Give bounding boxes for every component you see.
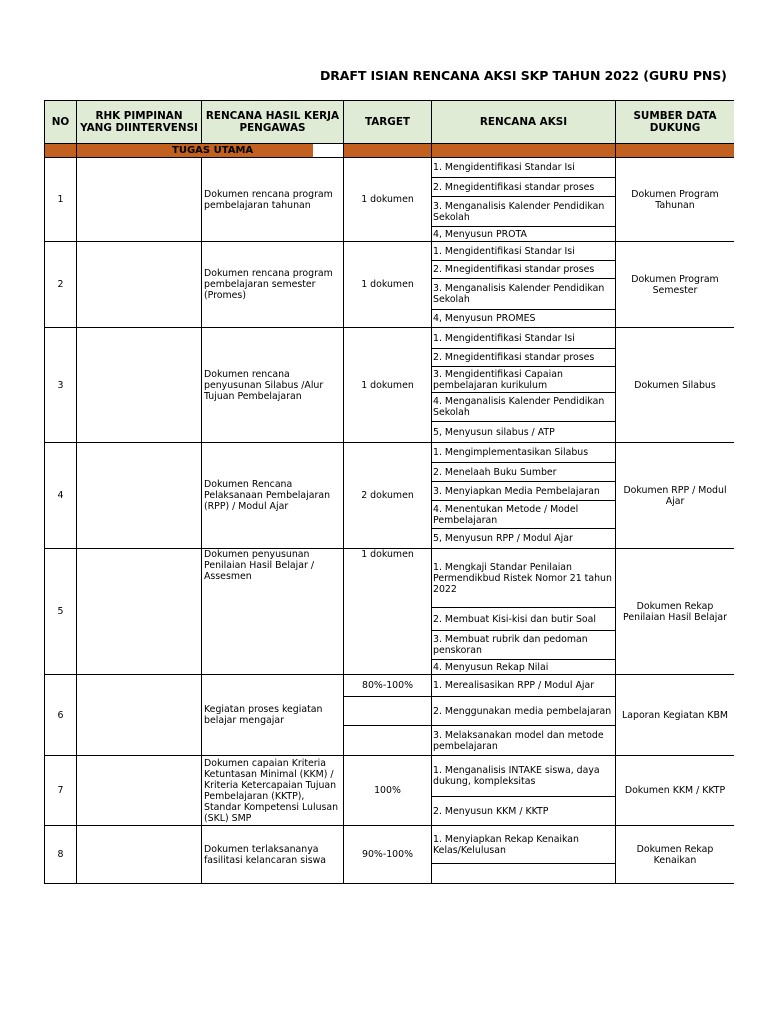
table-row — [45, 826, 735, 864]
rencana-aksi-item: 1. Menyiapkan Rekap Kenaikan Kelas/Kelulusan — [432, 826, 616, 864]
rencana-aksi-item: 1. Mengkaji Standar Penilaian Permendikbud Ristek Nomor 21 tahun 2022 — [432, 549, 616, 608]
target: 2 dokumen — [344, 443, 432, 549]
header-rencana-aksi: RENCANA AKSI — [432, 101, 616, 144]
rencana-aksi-table — [44, 100, 734, 884]
table-row — [45, 756, 735, 797]
rhk-pimpinan-cell — [77, 328, 202, 443]
target-empty — [344, 726, 432, 756]
sumber-data: Dokumen Silabus — [616, 328, 735, 443]
rhk-pimpinan-cell — [77, 826, 202, 884]
rencana-aksi-item: 3. Menganalisis Kalender Pendidikan Sekolah — [432, 279, 616, 310]
target: 90%-100% — [344, 826, 432, 884]
target: 1 dokumen — [344, 242, 432, 328]
header-sumber-data: SUMBER DATA DUKUNG — [616, 101, 735, 144]
section-cell — [45, 144, 77, 158]
rencana-aksi-item: 2. Mnegidentifikasi standar proses — [432, 261, 616, 279]
rencana-aksi-item: 2. Menyusun KKM / KKTP — [432, 797, 616, 826]
table-viewport — [44, 100, 734, 956]
sumber-data: Dokumen Program Semester — [616, 242, 735, 328]
rencana-aksi-item: 3. Menganalisis Kalender Pendidikan Sekolah — [432, 197, 616, 227]
section-label: TUGAS UTAMA — [172, 144, 314, 158]
row-no: 5 — [45, 549, 77, 675]
header-rencana-hasil-kerja: RENCANA HASIL KERJA PENGAWAS — [202, 101, 344, 144]
rencana-aksi-item: 3. Menyiapkan Media Pembelajaran — [432, 482, 616, 501]
target-empty — [344, 697, 432, 726]
rhk-pimpinan-cell — [77, 443, 202, 549]
rencana-aksi-item: 1. Mengidentifikasi Standar Isi — [432, 158, 616, 178]
section-cell — [432, 144, 616, 158]
rencana-aksi-item: 4. Menyusun Rekap Nilai — [432, 660, 616, 675]
header-no: NO — [45, 101, 77, 144]
rencana-aksi-item: 4. Menentukan Metode / Model Pembelajaran — [432, 501, 616, 529]
table-row — [45, 675, 735, 697]
rencana-hasil-kerja: Dokumen terlaksananya fasilitasi kelancaran siswa — [202, 826, 344, 884]
rencana-hasil-kerja: Dokumen rencana program pembelajaran semester (Promes) — [202, 242, 344, 328]
header-row — [45, 101, 735, 144]
header-target: TARGET — [344, 101, 432, 144]
row-no: 3 — [45, 328, 77, 443]
rencana-hasil-kerja: Dokumen Rencana Pelaksanaan Pembelajaran (RPP) / Modul Ajar — [202, 443, 344, 549]
rhk-pimpinan-cell — [77, 242, 202, 328]
header-rhk-pimpinan: RHK PIMPINAN YANG DIINTERVENSI — [77, 101, 202, 144]
row-no: 6 — [45, 675, 77, 756]
rencana-aksi-item: 4, Menyusun PROMES — [432, 310, 616, 328]
rhk-pimpinan-cell — [77, 549, 202, 675]
page-title: DRAFT ISIAN RENCANA AKSI SKP TAHUN 2022 (GURU PNS) — [320, 68, 727, 83]
rencana-aksi-item: 5, Menyusun RPP / Modul Ajar — [432, 529, 616, 549]
sumber-data: Dokumen KKM / KKTP — [616, 756, 735, 826]
sumber-data: Dokumen RPP / Modul Ajar — [616, 443, 735, 549]
rencana-aksi-item: 1. Merealisasikan RPP / Modul Ajar — [432, 675, 616, 697]
rencana-aksi-item: 1. Mengidentifikasi Standar Isi — [432, 242, 616, 261]
table-row — [45, 242, 735, 261]
rencana-aksi-item: 2. Menelaah Buku Sumber — [432, 463, 616, 482]
row-no: 4 — [45, 443, 77, 549]
target: 1 dokumen — [344, 328, 432, 443]
rencana-aksi-item: 2. Mnegidentifikasi standar proses — [432, 178, 616, 197]
target: 100% — [344, 756, 432, 826]
rencana-aksi-item: 4. Menganalisis Kalender Pendidikan Sekolah — [432, 393, 616, 422]
table-row — [45, 328, 735, 349]
sumber-data: Dokumen Program Tahunan — [616, 158, 735, 242]
rencana-aksi-item — [432, 864, 616, 884]
rencana-aksi-item: 1. Mengimplementasikan Silabus — [432, 443, 616, 463]
row-no: 1 — [45, 158, 77, 242]
rencana-aksi-item: 4, Menyusun PROTA — [432, 227, 616, 242]
rencana-aksi-item: 2. Membuat Kisi-kisi dan butir Soal — [432, 608, 616, 631]
rencana-aksi-item: 3. Membuat rubrik dan pedoman penskoran — [432, 631, 616, 660]
sumber-data: Dokumen Rekap Penilaian Hasil Belajar — [616, 549, 735, 675]
rencana-aksi-item: 5, Menyusun silabus / ATP — [432, 422, 616, 443]
section-cell — [344, 144, 432, 158]
rencana-hasil-kerja: Dokumen penyusunan Penilaian Hasil Belajar / Assesmen — [202, 549, 344, 675]
rencana-aksi-item: 2. Mnegidentifikasi standar proses — [432, 349, 616, 367]
rhk-pimpinan-cell — [77, 675, 202, 756]
rencana-hasil-kerja: Dokumen capaian Kriteria Ketuntasan Minimal (KKM) / Kriteria Ketercapaian Tujuan Pembelajaran (KKTP), Standar Kompetensi Lulusan (SKL) SMP — [202, 756, 344, 826]
sumber-data: Dokumen Rekap Kenaikan — [616, 826, 735, 884]
rencana-hasil-kerja: Kegiatan proses kegiatan belajar mengajar — [202, 675, 344, 756]
rencana-aksi-item: 3. Melaksanakan model dan metode pembelajaran — [432, 726, 616, 756]
table-row — [45, 443, 735, 463]
rencana-aksi-item: 2. Menggunakan media pembelajaran — [432, 697, 616, 726]
row-no: 2 — [45, 242, 77, 328]
section-cell — [616, 144, 735, 158]
rhk-pimpinan-cell — [77, 158, 202, 242]
section-row — [45, 144, 735, 158]
table-row — [45, 549, 735, 608]
rhk-pimpinan-cell — [77, 756, 202, 826]
table-row — [45, 158, 735, 178]
sumber-data: Laporan Kegiatan KBM — [616, 675, 735, 756]
row-no: 8 — [45, 826, 77, 884]
target: 1 dokumen — [344, 158, 432, 242]
rencana-hasil-kerja: Dokumen rencana penyusunan Silabus /Alur Tujuan Pembelajaran — [202, 328, 344, 443]
target: 1 dokumen — [344, 549, 432, 675]
row-no: 7 — [45, 756, 77, 826]
target: 80%-100% — [344, 675, 432, 697]
rencana-aksi-item: 1. Mengidentifikasi Standar Isi — [432, 328, 616, 349]
rencana-hasil-kerja: Dokumen rencana program pembelajaran tahunan — [202, 158, 344, 242]
rencana-aksi-item: 1. Menganalisis INTAKE siswa, daya dukung, kompleksitas — [432, 756, 616, 797]
rencana-aksi-item: 3. Mengidentifikasi Capaian pembelajaran kurikulum — [432, 367, 616, 393]
